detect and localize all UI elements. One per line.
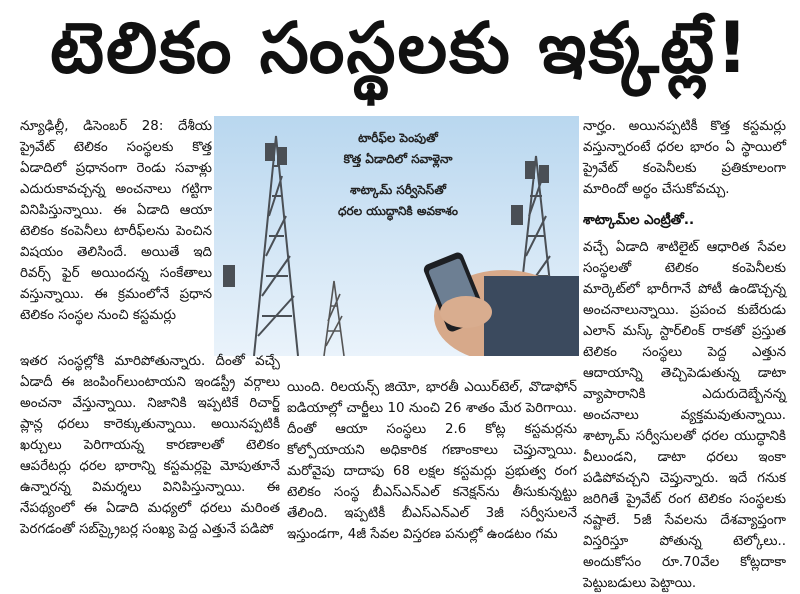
article-column-3 [583, 116, 786, 594]
article-subheading: శాట్కామ్‌ల ఎంట్రీతో.. [583, 213, 695, 228]
callout-line-1: టారీఫ్‌ల పెంపుతో [358, 131, 438, 145]
article-column-1-bottom [20, 351, 280, 540]
headline: టెలికం సంస్థలకు ఇక్కట్లే! [49, 6, 751, 89]
callout-line-2: కొత్త ఏడాదిలో సవాళ్లెనా [343, 152, 453, 166]
article-paragraph: నార్హం. అయినప్పటికీ కొత్త కస్టమర్లు వస్తున్నారంటే ధరల భారం ఏ స్థాయిలో ప్రైవేట్ కంపెనీలకు ప్రతికూలంగా మారిందో అర్థం చేసుకోవచ్చు. [583, 119, 786, 197]
article-column-2 [287, 377, 577, 545]
article-paragraph: యింది. రిలయన్స్ జియో, భారతీ ఎయిర్‌టెల్, వొడాఫోన్ ఐడియాల్లో చార్జీలు 10 నుంచి 26 శాతం మేర పెరిగాయి. దీంతో ఆయా సంస్థలు 2.6 కోట్ల కస్టమర్లను కోల్పోయాయని అధికారిక గణాంకాలు చెప్తున్నాయి. మరోవైపు దాదాపు 68 లక్షల కస్టమర్లు ప్రభుత్వ రంగ టెలికం సంస్థ బీఎస్‌ఎన్‌ఎల్ కనెక్షన్‌ను తీసుకున్నట్టు తేలింది. ఇప్పటికీ బీఎస్‌ఎన్‌ఎల్ 3జీ సర్వీసులనే ఇస్తుండగా, 4జీ సేవల విస్తరణ పనుల్లో ఉండటం గమ [287, 380, 577, 542]
article-paragraph: ఇతర సంస్థల్లోకి మారిపోతున్నారు. దీంతో వచ్చే ఏడాదీ ఈ జంపింగ్‌లుంటాయని ఇండస్ట్రీ వర్గాలు అంచనా వేస్తున్నాయి. నిజానికి ఇప్పటికే రిచార్జ్ ప్లాన్ల ధరలు కారెక్కుతున్నాయి. అయినప్పటికీ ఖర్చులు పెరిగాయన్న కారణాలతో టెలికం ఆపరేటర్లు ధరల భారాన్ని కస్టమర్లపై మోపుతూనే ఉన్నారన్న విమర్శలు వినిపిస్తున్నాయి. ఈ నేపథ్యంలో ఈ ఏడాది మధ్యలో ధరలు మరింత పెరగడంతో సబ్‌స్క్రైబర్ల సంఖ్య పెద్ద ఎత్తునే పడిపో [20, 354, 280, 537]
article-paragraph: వచ్చే ఏడాది శాటిలైట్ ఆధారిత సేవల సంస్థలతో టెలికం కంపెనీలకు మార్కెట్‌లో భారీగానే పోటీ ఉండొచ్చన్న అంచనాలున్నాయి. ప్రపంచ కుబేరుడు ఎలాన్ మస్క్ స్టార్‌లింక్ రాకతో ప్రస్తుత టెలికం సంస్థలు పెద్ద ఎత్తున ఆదాయాన్ని తెచ్చిపెడుతున్న డాటా వ్యాపారానికి ఎదురుదెబ్బేనన్న అంచనాలు వ్యక్తమవుతున్నాయి. శాట్కామ్ సర్వీసులతో ధరల యుద్ధానికి వీలుండని, డాటా ధరలు ఇంకా పడిపోవచ్చని చెప్తున్నారు. ఇదే గనుక జరిగితే ప్రైవేట్ రంగ టెలికం సంస్థలకు నష్టాలే. 5జీ సేవలను దేశవ్యాప్తంగా విస్తరిస్తూ పోతున్న టెల్కోలు.. అందుకోసం రూ.70వేల కోట్లదాకా పెట్టుబడులు పెట్టాయి. [583, 240, 786, 591]
callout-line-4: ధరల యుద్ధానికి అవకాశం [338, 204, 458, 218]
photo-callout-text [298, 128, 498, 222]
article-column-1-top [20, 116, 212, 326]
article-paragraph: న్యూఢిల్లీ, డిసెంబర్ 28: దేశీయ ప్రైవేట్ టెలికం సంస్థలకు కొత్త ఏడాదిలో ప్రధానంగా రెండు సవాళ్లు ఎదురుకావచ్చన్న అంచనాలు గట్టిగా వినిపిస్తున్నాయి. ఈ ఏడాది ఆయా టెలికం కంపెనీలు టారీఫ్‌లను పెంచిన విషయం తెలిసిందే. అయితే ఇది రివర్స్ ఫైర్ అయిందన్న సంకేతాలు వస్తున్నాయి. ఈ క్రమంలోనే ప్రధాన టెలికం సంస్థల నుంచి కస్టమర్లు [20, 119, 212, 323]
callout-line-3: శాట్కామ్ సర్వీసెస్‌తో [350, 183, 446, 197]
